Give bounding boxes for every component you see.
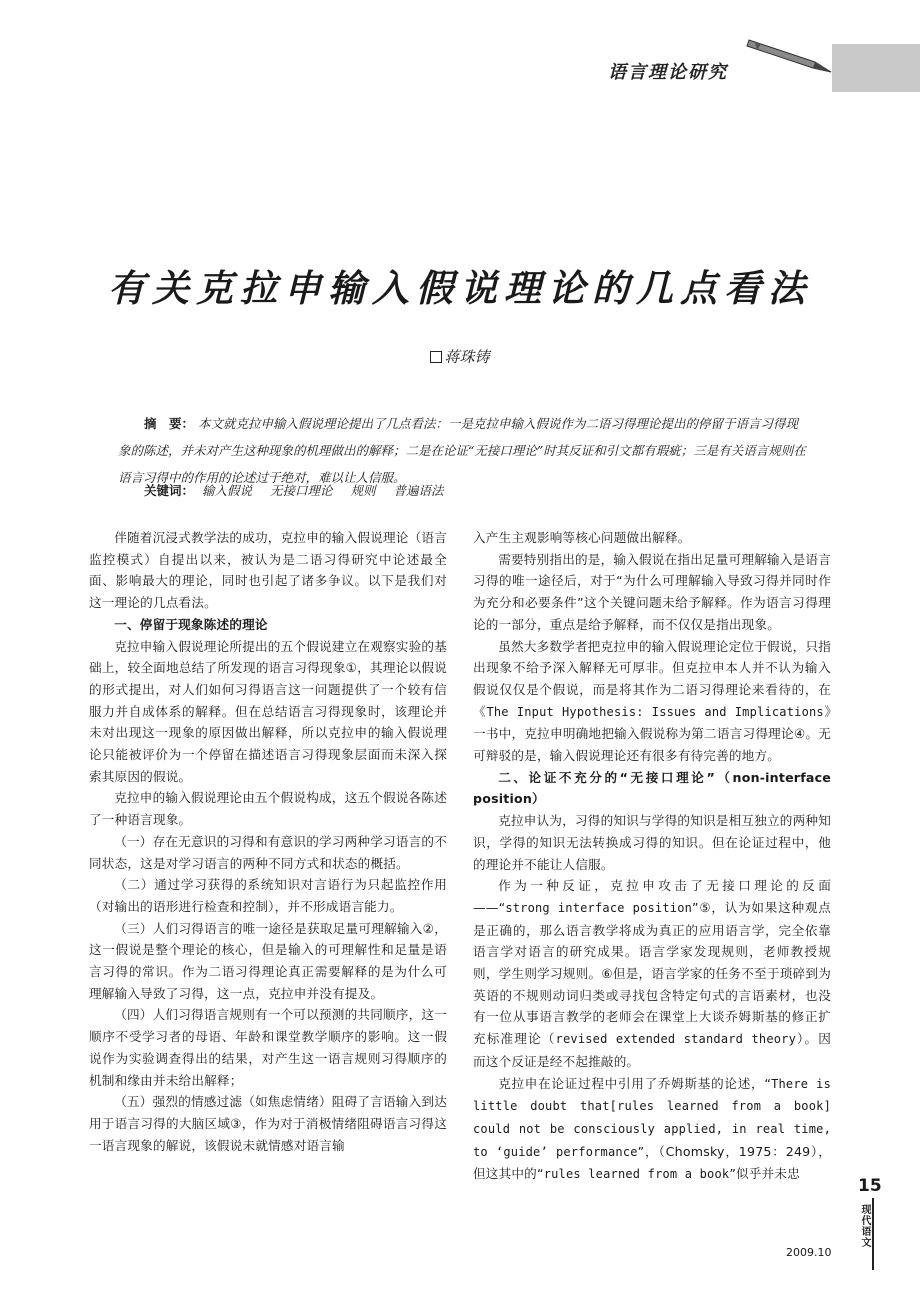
keyword: 规则: [350, 483, 376, 498]
author-box-icon: [430, 351, 442, 363]
text-run: ”，（Chomsky，1975：249），但这其中的“: [473, 1143, 831, 1182]
text-run: ）。因而这个反证是经不起推敲的。: [473, 1031, 831, 1069]
english-quote: There is little doubt that[rules learned from a book] could not be consciously applied, in real time, to ‘guide’ performance: [473, 1076, 831, 1159]
paragraph: （三）人们习得语言的唯一途径是获取足量可理解输入②，这一假说是整个理论的核心，但是输入的可理解性和足量是语言习得的常识。作为二语习得理论真正需要解释的是为什么可理解输入导致了习得，这一点，克拉申并没有提及。: [89, 920, 447, 1001]
author-name: 蒋珠铸: [444, 348, 490, 366]
paragraph: 入产生主观影响等核心问题做出解释。: [473, 530, 691, 545]
paragraph: 克拉申输入假说理论所提出的五个假说建立在观察实验的基础上，较全面地总结了所发现的语言习得现象①，其理论以假说的形式提出，对人们如何习得语言这一问题提供了一个较有信服力并自成体系的解释。但在总结语言习得现象时，该理论并未对出现这一现象的原因做出解释，所以克拉申的输入假说理论只能被评价为一个停留在描述语言习得现象层面而未深入探索其原因的假说。: [89, 638, 447, 784]
abstract-label: 摘 要：: [144, 416, 195, 431]
text-run: ”⑤，认为如果这种观点是正确的，那么语言教学将成为真正的应用语言学，完全依靠语言学对语言的研究成果。语言学家发现规则，老师教授规则，学生则学习规则。⑥但是，语言学家的任务不至于琐碎到为英语的不规则动词归类或寻找包含特定句式的言语素材，也没有一位从事语言教学的老师会在课堂上大谈乔姆斯基的修正扩充标准理论（: [473, 899, 831, 1047]
body-column-left: [89, 527, 447, 1156]
keyword: 普遍语法: [393, 483, 444, 498]
text-run: ”似乎并未忠: [729, 1166, 801, 1182]
paragraph: 克拉申的输入假说理论由五个假说构成，这五个假说各陈述了一种语言现象。: [89, 790, 447, 828]
text-run: 》一书中，克拉申明确地把输入假说称为第二语言习得理论④。无可辩驳的是，输入假说理论还有很多有待完善的地方。: [473, 703, 831, 764]
paragraph: 克拉申认为，习得的知识与学得的知识是相互独立的两种知识，学得的知识无法转换成习得的知识。但在论证过程中，他的理论并不能让人信服。: [473, 813, 831, 872]
paragraph: [473, 875, 831, 1072]
english-term: rules learned from a book: [543, 1167, 730, 1182]
header-tab: [832, 44, 920, 92]
paragraph: （二）通过学习获得的系统知识对言语行为只起监控作用（对输出的语形进行检查和控制），并不形成语言能力。: [89, 877, 447, 914]
paragraph: [473, 636, 831, 767]
abstract-text: 本文就克拉申输入假说理论提出了几点看法：一是克拉申输入假说作为二语习得理论提出的停留于语言习得现象的陈述，并未对产生这种现象的机理做出的解释；二是在论证“无接口理论”时其反证和引文都有瑕疵；三是有关语言规则在语言习得中的作用的论述过于绝对，难以让人信服。: [118, 416, 806, 485]
abstract: [118, 410, 808, 491]
english-term: strong interface position: [505, 900, 693, 915]
body-column-right: [473, 527, 831, 1186]
pen-icon: [745, 32, 835, 82]
english-term: revised extended standard theory: [555, 1032, 797, 1047]
text-run: 作为一种反证，克拉申攻击了无接口理论的反面——“: [473, 878, 831, 915]
book-title: The Input Hypothesis: Issues and Implications: [486, 704, 824, 719]
article-title: 有关克拉申输入假说理论的几点看法: [108, 266, 812, 310]
section-heading-2: 二、论证不充分的“无接口理论”（non-interface position）: [473, 769, 831, 807]
paragraph: [473, 1073, 831, 1187]
keywords: [144, 480, 804, 502]
paragraph: （四）人们习得语言规则有一个可以预测的共同顺序，这一顺序不受学习者的母语、年龄和课堂教学顺序的影响。这一假说作为实验调查得出的结果，对产生这一语言规则习得顺序的机制和缘由并未给出解释；: [89, 1007, 447, 1088]
section-title: 语言理论研究: [608, 62, 728, 83]
journal-logo-text: 现代语文: [859, 1204, 870, 1248]
keyword: 无接口理论: [270, 483, 333, 498]
page-number: 15: [858, 1176, 882, 1196]
text-run: 克拉申在论证过程中引用了乔姆斯基的论述，“: [498, 1075, 772, 1091]
paragraph: 伴随着沉浸式教学法的成功，克拉申的输入假说理论（语言监控模式）自提出以来，被认为是二语习得研究中论述最全面、影响最大的理论，同时也引起了诸多争议。以下是我们对这一理论的几点看法。: [89, 530, 447, 611]
issue-date: 2009.10: [786, 1246, 832, 1259]
paragraph: （五）强烈的情感过滤（如焦虑情绪）阻碍了言语输入到达用于语言习得的大脑区域③，作为对于消极情绪阻碍语言习得这一语言现象的解说，该假说未就情感对语言输: [89, 1094, 447, 1153]
keyword: 输入假说: [202, 483, 253, 498]
paragraph: 需要特别指出的是，输入假说在指出足量可理解输入是语言习得的唯一途径后，对于“为什么可理解输入导致习得并同时作为充分和必要条件”这个关键问题未给予解释。作为语言习得理论的一部分，重点是给予解释，而不仅仅是指出现象。: [473, 551, 831, 632]
text-run: 虽然大多数学者把克拉申的输入假说理论定位于假说，只指出现象不给予深入解释无可厚非。但克拉申本人并不认为输入假说仅仅是个假说，而是将其作为二语习得理论来看待的，在《: [473, 638, 831, 719]
section-heading-1: 一、停留于现象陈述的理论: [114, 616, 268, 632]
author-line: [0, 346, 920, 367]
keywords-label: 关键词：: [144, 483, 195, 498]
paragraph: （一）存在无意识的习得和有意识的学习两种学习语言的不同状态，这是对学习语言的两种不同方式和状态的概括。: [89, 833, 447, 871]
